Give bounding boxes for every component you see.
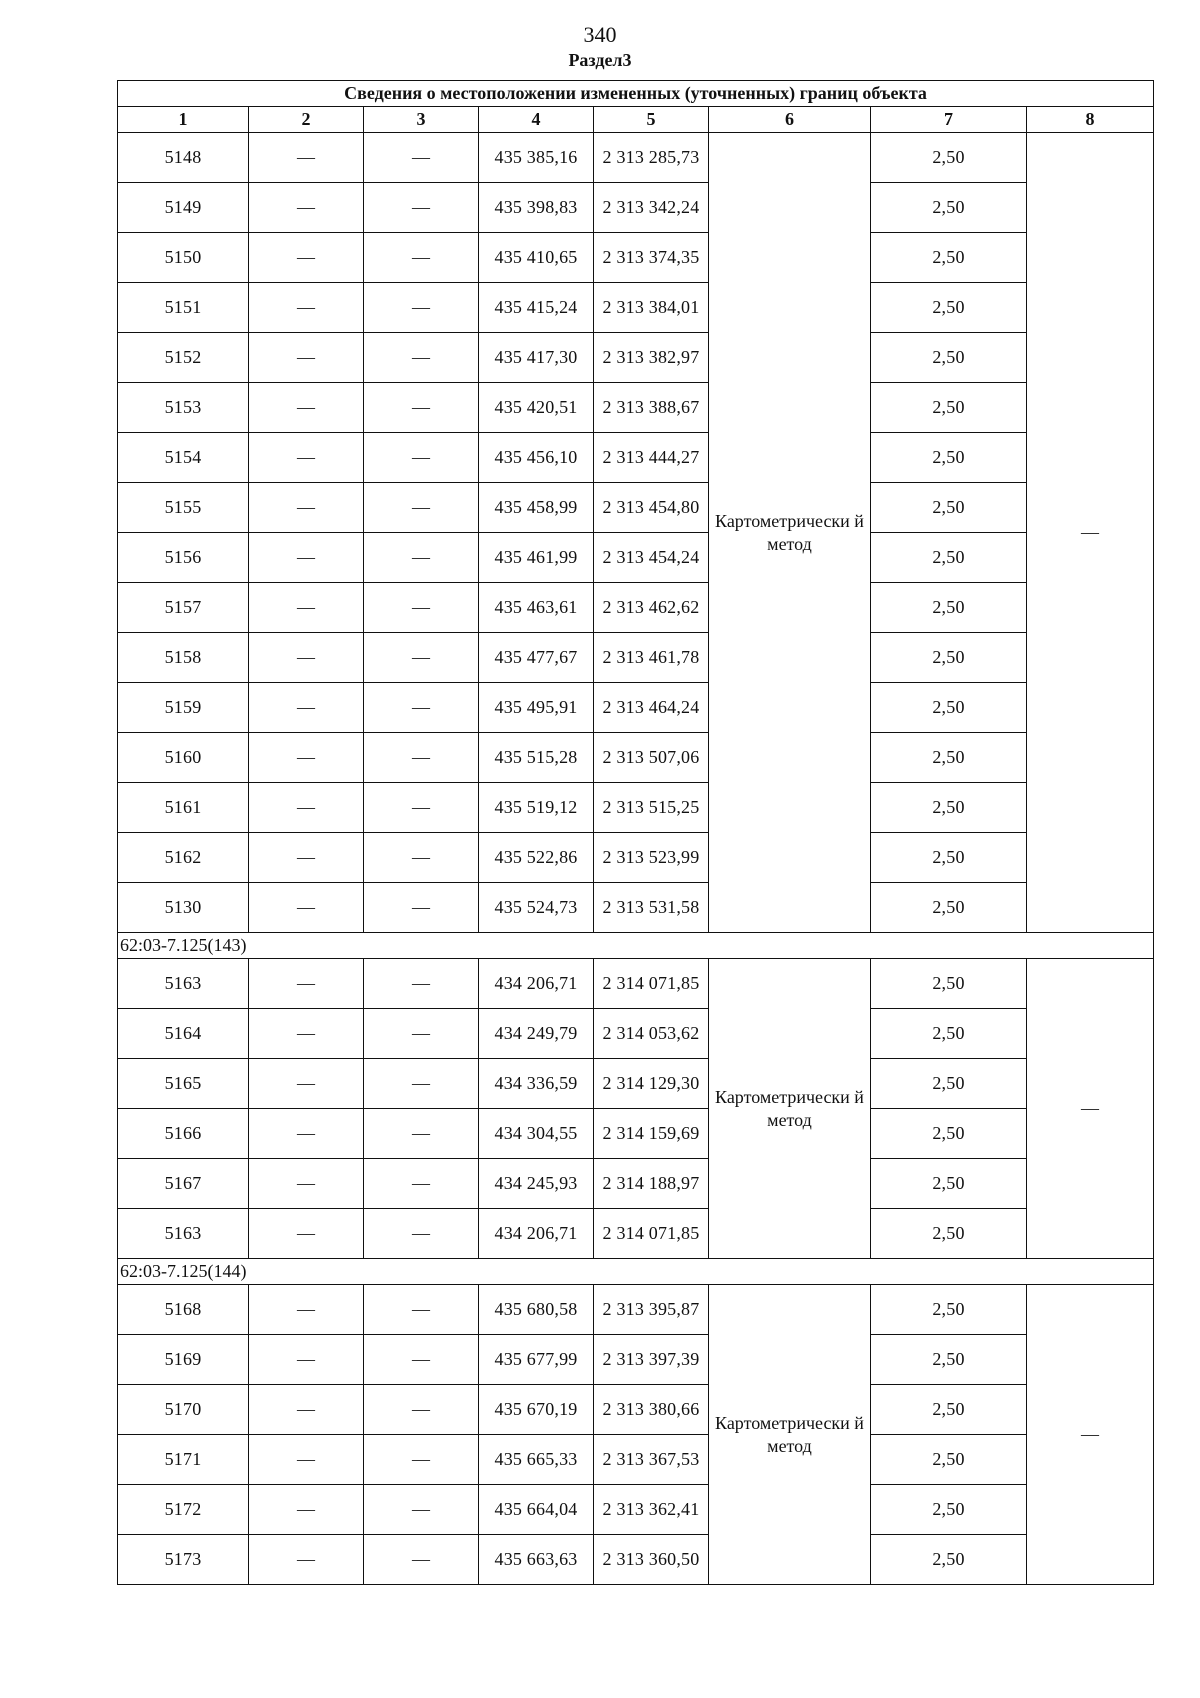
precision-cell: 2,50 (871, 959, 1027, 1009)
y-coordinate-cell: 2 314 188,97 (594, 1159, 709, 1209)
precision-cell: 2,50 (871, 1059, 1027, 1109)
y-coordinate-cell: 2 314 159,69 (594, 1109, 709, 1159)
column-3-cell: — (364, 1059, 479, 1109)
column-3-cell: — (364, 533, 479, 583)
y-coordinate-cell: 2 313 464,24 (594, 683, 709, 733)
table-row (118, 133, 1154, 183)
precision-cell: 2,50 (871, 383, 1027, 433)
table-row (118, 1485, 1154, 1535)
precision-cell: 2,50 (871, 583, 1027, 633)
column-3-cell: — (364, 433, 479, 483)
precision-cell: 2,50 (871, 633, 1027, 683)
y-coordinate-cell: 2 314 071,85 (594, 1209, 709, 1259)
point-number-cell: 5169 (118, 1335, 249, 1385)
point-number-cell: 5170 (118, 1385, 249, 1435)
x-coordinate-cell: 435 680,58 (479, 1285, 594, 1335)
y-coordinate-cell: 2 313 461,78 (594, 633, 709, 683)
precision-cell: 2,50 (871, 733, 1027, 783)
column-3-cell: — (364, 959, 479, 1009)
column-2-cell: — (249, 683, 364, 733)
precision-cell: 2,50 (871, 1535, 1027, 1585)
precision-cell: 2,50 (871, 1285, 1027, 1335)
point-number-cell: 5163 (118, 959, 249, 1009)
parcel-label-row (118, 1259, 1154, 1285)
column-3-cell: — (364, 733, 479, 783)
y-coordinate-cell: 2 313 362,41 (594, 1485, 709, 1535)
precision-cell: 2,50 (871, 1209, 1027, 1259)
column-3-cell: — (364, 583, 479, 633)
column-2-cell: — (249, 1209, 364, 1259)
column-8-cell: — (1027, 133, 1154, 933)
x-coordinate-cell: 435 420,51 (479, 383, 594, 433)
column-2-cell: — (249, 783, 364, 833)
x-coordinate-cell: 435 664,04 (479, 1485, 594, 1535)
x-coordinate-cell: 435 670,19 (479, 1385, 594, 1435)
table-row (118, 1159, 1154, 1209)
column-2-cell: — (249, 483, 364, 533)
table-row (118, 1209, 1154, 1259)
column-3-cell: — (364, 1385, 479, 1435)
column-2-cell: — (249, 959, 364, 1009)
table-row (118, 733, 1154, 783)
parcel-label: 62:03-7.125(144) (118, 1259, 1154, 1285)
precision-cell: 2,50 (871, 433, 1027, 483)
precision-cell: 2,50 (871, 783, 1027, 833)
column-2-cell: — (249, 133, 364, 183)
column-3-cell: — (364, 283, 479, 333)
table-row (118, 1435, 1154, 1485)
precision-cell: 2,50 (871, 883, 1027, 933)
table-row (118, 433, 1154, 483)
column-3-cell: — (364, 333, 479, 383)
x-coordinate-cell: 435 663,63 (479, 1535, 594, 1585)
precision-cell: 2,50 (871, 1435, 1027, 1485)
x-coordinate-cell: 435 456,10 (479, 433, 594, 483)
method-cell: Картометрически й метод (709, 133, 871, 933)
y-coordinate-cell: 2 313 388,67 (594, 383, 709, 433)
x-coordinate-cell: 435 410,65 (479, 233, 594, 283)
precision-cell: 2,50 (871, 133, 1027, 183)
table-row (118, 783, 1154, 833)
column-3-cell: — (364, 1335, 479, 1385)
table-caption: Сведения о местоположении измененных (уточненных) границ объекта (118, 81, 1154, 107)
y-coordinate-cell: 2 313 285,73 (594, 133, 709, 183)
y-coordinate-cell: 2 313 523,99 (594, 833, 709, 883)
x-coordinate-cell: 435 461,99 (479, 533, 594, 583)
column-2-cell: — (249, 1285, 364, 1335)
column-3-cell: — (364, 1435, 479, 1485)
table-row (118, 1335, 1154, 1385)
precision-cell: 2,50 (871, 1109, 1027, 1159)
precision-cell: 2,50 (871, 683, 1027, 733)
column-2-cell: — (249, 1059, 364, 1109)
x-coordinate-cell: 434 336,59 (479, 1059, 594, 1109)
column-2-cell: — (249, 1435, 364, 1485)
point-number-cell: 5168 (118, 1285, 249, 1335)
x-coordinate-cell: 435 458,99 (479, 483, 594, 533)
x-coordinate-cell: 434 206,71 (479, 959, 594, 1009)
column-2-cell: — (249, 283, 364, 333)
column-2-cell: — (249, 1335, 364, 1385)
y-coordinate-cell: 2 313 454,80 (594, 483, 709, 533)
precision-cell: 2,50 (871, 183, 1027, 233)
method-cell: Картометрически й метод (709, 1285, 871, 1585)
y-coordinate-cell: 2 313 507,06 (594, 733, 709, 783)
table-row (118, 833, 1154, 883)
point-number-cell: 5149 (118, 183, 249, 233)
precision-cell: 2,50 (871, 483, 1027, 533)
point-number-cell: 5152 (118, 333, 249, 383)
column-3-cell: — (364, 1535, 479, 1585)
point-number-cell: 5166 (118, 1109, 249, 1159)
y-coordinate-cell: 2 313 384,01 (594, 283, 709, 333)
table-row (118, 1535, 1154, 1585)
table-row (118, 333, 1154, 383)
point-number-cell: 5155 (118, 483, 249, 533)
table-row (118, 1009, 1154, 1059)
y-coordinate-cell: 2 314 071,85 (594, 959, 709, 1009)
x-coordinate-cell: 435 463,61 (479, 583, 594, 633)
precision-cell: 2,50 (871, 1009, 1027, 1059)
method-cell: Картометрически й метод (709, 959, 871, 1259)
y-coordinate-cell: 2 313 360,50 (594, 1535, 709, 1585)
point-number-cell: 5160 (118, 733, 249, 783)
x-coordinate-cell: 435 524,73 (479, 883, 594, 933)
point-number-cell: 5151 (118, 283, 249, 333)
x-coordinate-cell: 435 495,91 (479, 683, 594, 733)
precision-cell: 2,50 (871, 1335, 1027, 1385)
column-3-cell: — (364, 383, 479, 433)
table-row (118, 633, 1154, 683)
point-number-cell: 5157 (118, 583, 249, 633)
column-2-cell: — (249, 1009, 364, 1059)
precision-cell: 2,50 (871, 1159, 1027, 1209)
table-row (118, 1285, 1154, 1335)
table-row (118, 1385, 1154, 1435)
table-row (118, 683, 1154, 733)
y-coordinate-cell: 2 314 129,30 (594, 1059, 709, 1109)
column-8-cell: — (1027, 1285, 1154, 1585)
column-3-cell: — (364, 1009, 479, 1059)
column-number: 2 (249, 107, 364, 133)
column-2-cell: — (249, 533, 364, 583)
column-2-cell: — (249, 1535, 364, 1585)
table-row (118, 483, 1154, 533)
x-coordinate-cell: 435 677,99 (479, 1335, 594, 1385)
column-3-cell: — (364, 183, 479, 233)
column-number: 1 (118, 107, 249, 133)
y-coordinate-cell: 2 313 454,24 (594, 533, 709, 583)
table-row (118, 233, 1154, 283)
table-body (118, 133, 1154, 1585)
x-coordinate-cell: 435 515,28 (479, 733, 594, 783)
y-coordinate-cell: 2 313 374,35 (594, 233, 709, 283)
column-2-cell: — (249, 333, 364, 383)
column-2-cell: — (249, 833, 364, 883)
x-coordinate-cell: 434 206,71 (479, 1209, 594, 1259)
x-coordinate-cell: 434 304,55 (479, 1109, 594, 1159)
point-number-cell: 5130 (118, 883, 249, 933)
x-coordinate-cell: 435 417,30 (479, 333, 594, 383)
precision-cell: 2,50 (871, 283, 1027, 333)
column-2-cell: — (249, 1385, 364, 1435)
point-number-cell: 5156 (118, 533, 249, 583)
table-row (118, 183, 1154, 233)
column-3-cell: — (364, 1285, 479, 1335)
x-coordinate-cell: 434 249,79 (479, 1009, 594, 1059)
column-3-cell: — (364, 233, 479, 283)
point-number-cell: 5154 (118, 433, 249, 483)
column-2-cell: — (249, 633, 364, 683)
column-2-cell: — (249, 383, 364, 433)
page-number: 340 (583, 22, 617, 47)
point-number-cell: 5167 (118, 1159, 249, 1209)
table-row (118, 583, 1154, 633)
parcel-label: 62:03-7.125(143) (118, 933, 1154, 959)
column-2-cell: — (249, 233, 364, 283)
table-row (118, 283, 1154, 333)
y-coordinate-cell: 2 314 053,62 (594, 1009, 709, 1059)
y-coordinate-cell: 2 313 380,66 (594, 1385, 709, 1435)
point-number-cell: 5164 (118, 1009, 249, 1059)
column-number: 6 (709, 107, 871, 133)
column-3-cell: — (364, 783, 479, 833)
column-2-cell: — (249, 883, 364, 933)
point-number-cell: 5161 (118, 783, 249, 833)
point-number-cell: 5163 (118, 1209, 249, 1259)
x-coordinate-cell: 435 477,67 (479, 633, 594, 683)
x-coordinate-cell: 435 415,24 (479, 283, 594, 333)
x-coordinate-cell: 435 398,83 (479, 183, 594, 233)
table-row (118, 533, 1154, 583)
column-8-cell: — (1027, 959, 1154, 1259)
column-2-cell: — (249, 1485, 364, 1535)
y-coordinate-cell: 2 313 462,62 (594, 583, 709, 633)
precision-cell: 2,50 (871, 1485, 1027, 1535)
x-coordinate-cell: 434 245,93 (479, 1159, 594, 1209)
point-number-cell: 5171 (118, 1435, 249, 1485)
coordinates-table (117, 80, 1154, 1585)
y-coordinate-cell: 2 313 395,87 (594, 1285, 709, 1335)
y-coordinate-cell: 2 313 397,39 (594, 1335, 709, 1385)
point-number-cell: 5172 (118, 1485, 249, 1535)
column-2-cell: — (249, 583, 364, 633)
column-number: 8 (1027, 107, 1154, 133)
precision-cell: 2,50 (871, 833, 1027, 883)
column-number: 4 (479, 107, 594, 133)
x-coordinate-cell: 435 522,86 (479, 833, 594, 883)
precision-cell: 2,50 (871, 533, 1027, 583)
point-number-cell: 5162 (118, 833, 249, 883)
x-coordinate-cell: 435 519,12 (479, 783, 594, 833)
column-number: 7 (871, 107, 1027, 133)
precision-cell: 2,50 (871, 1385, 1027, 1435)
precision-cell: 2,50 (871, 333, 1027, 383)
y-coordinate-cell: 2 313 531,58 (594, 883, 709, 933)
column-3-cell: — (364, 883, 479, 933)
column-3-cell: — (364, 1109, 479, 1159)
column-3-cell: — (364, 633, 479, 683)
table-row (118, 959, 1154, 1009)
y-coordinate-cell: 2 313 444,27 (594, 433, 709, 483)
point-number-cell: 5153 (118, 383, 249, 433)
point-number-cell: 5159 (118, 683, 249, 733)
column-3-cell: — (364, 683, 479, 733)
column-2-cell: — (249, 183, 364, 233)
point-number-cell: 5148 (118, 133, 249, 183)
column-3-cell: — (364, 833, 479, 883)
column-2-cell: — (249, 1159, 364, 1209)
column-3-cell: — (364, 1485, 479, 1535)
column-2-cell: — (249, 1109, 364, 1159)
y-coordinate-cell: 2 313 382,97 (594, 333, 709, 383)
point-number-cell: 5165 (118, 1059, 249, 1109)
column-3-cell: — (364, 133, 479, 183)
column-2-cell: — (249, 433, 364, 483)
y-coordinate-cell: 2 313 342,24 (594, 183, 709, 233)
column-number: 5 (594, 107, 709, 133)
column-3-cell: — (364, 1159, 479, 1209)
table-row (118, 383, 1154, 433)
x-coordinate-cell: 435 665,33 (479, 1435, 594, 1485)
column-number-row (118, 107, 1154, 133)
table-row (118, 883, 1154, 933)
point-number-cell: 5158 (118, 633, 249, 683)
column-2-cell: — (249, 733, 364, 783)
section-title: Раздел3 (568, 50, 632, 70)
point-number-cell: 5150 (118, 233, 249, 283)
parcel-label-row (118, 933, 1154, 959)
column-3-cell: — (364, 483, 479, 533)
table-row (118, 1109, 1154, 1159)
table-row (118, 1059, 1154, 1109)
precision-cell: 2,50 (871, 233, 1027, 283)
y-coordinate-cell: 2 313 367,53 (594, 1435, 709, 1485)
column-3-cell: — (364, 1209, 479, 1259)
point-number-cell: 5173 (118, 1535, 249, 1585)
y-coordinate-cell: 2 313 515,25 (594, 783, 709, 833)
x-coordinate-cell: 435 385,16 (479, 133, 594, 183)
column-number: 3 (364, 107, 479, 133)
